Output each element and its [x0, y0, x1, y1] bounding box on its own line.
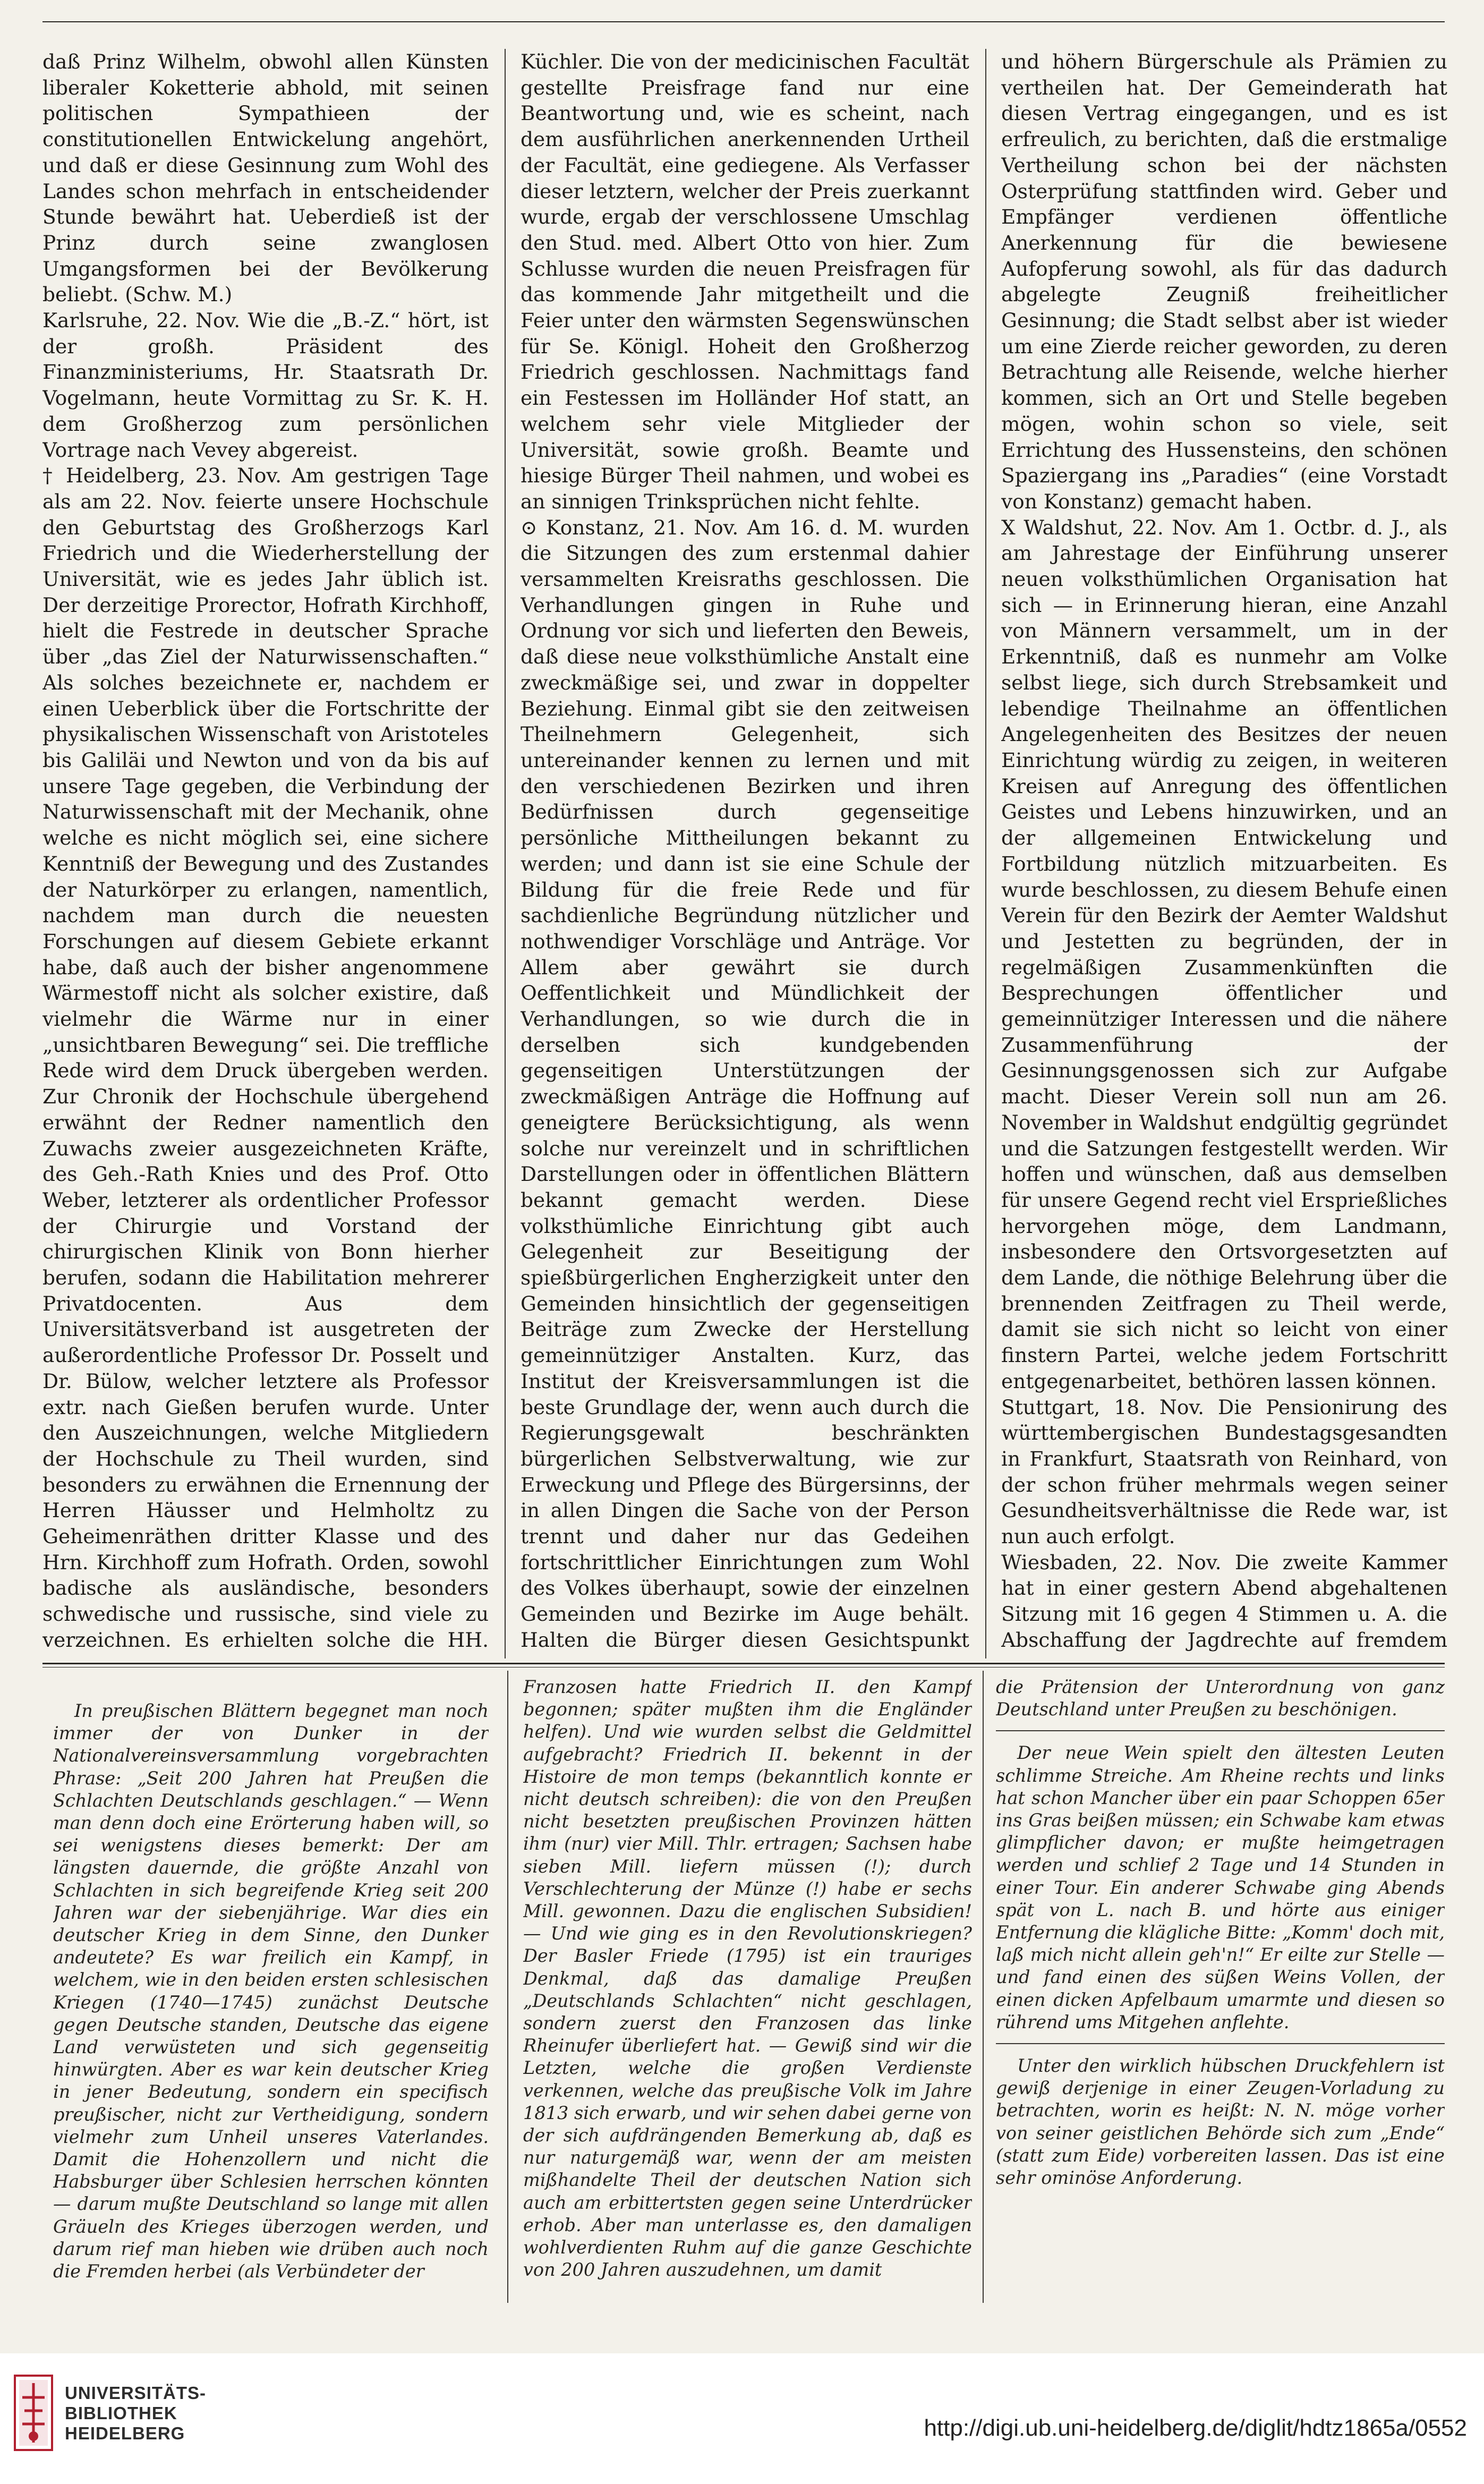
feuilleton-column-3	[996, 1676, 1445, 2303]
article-paragraph: daß Prinz Wilhelm, obwohl allen Künsten liberaler Koketterie abhold, mit seinen politischen Sympathieen der constitutionellen Entwickelung angehört, und daß er diese Gesinnung zum Wohl des Landes schon mehrfach in entscheidender Stunde bewährt hat. Ueberdieß ist der Prinz durch seine zwanglosen Umgangsformen bei der Bevölkerung beliebt. (Schw. M.)	[42, 50, 489, 307]
column-divider	[985, 49, 986, 1658]
feuilleton-paragraph: Der neue Wein spielt den ältesten Leuten schlimme Streiche. Am Rheine rechts und links hat schon Mancher über ein paar Schoppen 65er ins Gras beißen müssen; ein Schwabe kam etwas glimpflicher davon; er mußte heimgetragen werden und schlief 2 Tage und 14 Stunden in einer Tour. Ein anderer Schwabe ging Abends spät von L. nach B. und hörte aus einiger Entfernung die klägliche Bitte: „Komm' doch mit, laß mich nicht allein geh'n!“ Er eilte zur Stelle — und fand einen des süßen Weins Vollen, der einen dicken Apfelbaum umarmte und diesen so rührend ums Mitgehen anflehte.	[996, 1742, 1445, 2032]
article-paragraph: ⊙ Konstanz, 21. Nov. Am 16. d. M. wurden die Sitzungen des zum erstenmal dahier versammelten Kreisraths geschlossen. Die Verhandlungen gingen in Ruhe und Ordnung vor sich und lieferten den Beweis, daß diese neue volksthümliche Anstalt eine zweckmäßige sei, und zwar in doppelter Beziehung. Einmal gibt sie den zeitweisen Theilnehmern Gelegenheit, sich untereinander kennen zu lernen und mit den verschiedenen Bezirken und ihren Bedürfnissen durch gegenseitige persönliche Mittheilungen bekannt zu werden; und dann ist sie eine Schule der Bildung für die freie Rede und für sachdienliche Begründung nützlicher und nothwendiger Vorschläge und Anträge. Vor Allem aber gewährt sie durch Oeffentlichkeit und Mündlichkeit der Verhandlungen, so wie durch die in derselben sich kundgebenden gegenseitigen Unterstützungen der zweckmäßigen Anträge die Hoffnung auf geneigtere Berücksichtigung, als wenn solche nur vereinzelt und in schriftlichen Darstellungen oder in öffentlichen Blättern bekannt gemacht werden. Diese volksthümliche Einrichtung gibt auch Gelegenheit zur Beseitigung der spießbürgerlichen Engherzigkeit unter den Gemeinden hinsichtlich der gegenseitigen Beiträge zum Zwecke der Herstellung gemeinnütziger Anstalten. Kurz, das Institut der Kreisversammlungen ist die beste Grundlage der, wenn auch durch die Regierungsgewalt beschränkten bürgerlichen Selbstverwaltung, wie zur Erweckung und Pflege des Bürgersinns, der in allen Dingen die Sache von der Person trennt und daher nur das Gedeihen fortschrittlicher Einrichtungen zum Wohl des Volkes überhaupt, sowie der einzelnen Gemeinden und Bezirke im Auge behält. Halten die Bürger diesen Gesichtspunkt	[521, 515, 969, 1652]
column-divider	[983, 1671, 984, 2303]
article-paragraph: und höhern Bürgerschule als Prämien zu vertheilen hat. Der Gemeinderath hat diesen Vertrag eingegangen, und es ist erfreulich, zu berichten, daß die erstmalige Vertheilung schon bei der nächsten Osterprüfung stattfinden wird. Geber und Empfänger verdienen öffentliche Anerkennung für die bewiesene Aufopferung sowohl, als für das dadurch abgelegte Zeugniß freiheitlicher Gesinnung; die Stadt selbst aber ist wieder um eine Zierde reicher geworden, zu deren Betrachtung alle Reisende, welche hierher kommen, sich an Ort und Stelle begeben mögen, wohin schon so viele, seit Errichtung des Hussensteins, den schönen Spaziergang ins „Paradies“ (eine Vorstadt von Konstanz) gemacht haben.	[1001, 50, 1447, 513]
column-divider	[507, 1671, 508, 2303]
feuilleton-column-1	[53, 1700, 489, 2306]
feuilleton-divider	[42, 1663, 1445, 1664]
article-paragraph: Küchler. Die von der medicinischen Facultät gestellte Preisfrage fand nur eine Beantwortung und, wie es scheint, nach dem ausführlichen anerkennenden Urtheil der Facultät, eine gediegene. Als Verfasser dieser letztern, welcher der Preis zuerkannt wurde, ergab der verschlossene Umschlag den Stud. med. Albert Otto von hier. Zum Schlusse wurden die neuen Preisfragen für das kommende Jahr mitgetheilt und die Feier unter den wärmsten Segenswünschen für Se. Königl. Hoheit den Großherzog Friedrich geschlossen. Nachmittags fand ein Festessen im Holländer Hof statt, an welchem sehr viele Mitglieder der Universität, sowie großh. Beamte und hiesige Bürger Theil nahmen, und wobei es an sinnigen Trinksprüchen nicht fehlte.	[521, 50, 969, 513]
article-paragraph: Karlsruhe, 22. Nov. Wie die „B.-Z.“ hört, ist der großh. Präsident des Finanzministeriums, Hr. Staatsrath Dr. Vogelmann, heute Vormittag zu Sr. K. H. dem Großherzog zum persönlichen Vortrage nach Vevey abgereist.	[42, 309, 489, 462]
news-column-2	[521, 49, 969, 1653]
library-name-line: HEIDELBERG	[65, 2423, 185, 2443]
column-divider	[505, 49, 506, 1658]
library-name	[65, 2383, 206, 2444]
feuilleton-column-2	[523, 1676, 972, 2303]
library-name-line: UNIVERSITÄTS-	[65, 2383, 207, 2403]
article-paragraph: Stuttgart, 18. Nov. Die Pensionirung des württembergischen Bundestagsgesandten in Frankfurt, Staatsrath von Reinhard, von der schon früher mehrmals wegen seiner Gesundheitsverhältnisse die Rede war, ist nun auch erfolgt.	[1001, 1395, 1447, 1549]
feuilleton-paragraph: Franzosen hatte Friedrich II. den Kampf begonnen; später mußten ihm die Engländer helfen). Und wie wurden selbst die Geldmittel aufgebracht? Friedrich II. bekennt in der Histoire de mon temps (bekanntlich konnte er nicht deutsch schreiben): die von den Preußen nicht besetzten preußischen Provinzen hätten ihm (nur) vier Mill. Thlr. ertragen; Sachsen habe sieben Mill. liefern müssen (!); durch Verschlechterung der Münze (!) habe er sechs Mill. gewonnen. Dazu die englischen Subsidien! — Und wie ging es in den Revolutionskriegen? Der Basler Friede (1795) ist ein trauriges Denkmal, daß das damalige Preußen „Deutschlands Schlachten“ nicht geschlagen, sondern zuerst den Franzosen das linke Rheinufer überliefert hat. — Gewiß sind wir die Letzten, welche die großen Verdienste verkennen, welche das preußische Volk im Jahre 1813 sich erwarb, und wir sehen dabei gerne von der sich aufdrängenden Bemerkung ab, daß es nur naturgemäß war, wenn der am meisten mißhandelte Theil der deutschen Nation sich auch am erbittertsten gegen seine Unterdrücker erhob. Aber man unterlasse es, den damaligen wohlverdienten Ruhm auf die ganze Geschichte von 200 Jahren auszudehnen, um damit	[523, 1677, 972, 2281]
news-column-1	[42, 49, 489, 1653]
short-rule	[996, 1730, 1445, 1731]
news-column-3	[1001, 49, 1447, 1653]
top-rule	[42, 21, 1445, 22]
university-library-seal-icon	[12, 2374, 55, 2453]
article-paragraph: † Heidelberg, 23. Nov. Am gestrigen Tage als am 22. Nov. feierte unsere Hochschule den Geburtstag des Großherzogs Karl Friedrich und die Wiederherstellung der Universität, wie es jedes Jahr üblich ist. Der derzeitige Prorector, Hofrath Kirchhoff, hielt die Festrede in deutscher Sprache über „das Ziel der Naturwissenschaften.“ Als solches bezeichnete er, nachdem er einen Ueberblick über die Fortschritte der physikalischen Wissenschaft von Aristoteles bis Galiläi und Newton und von da bis auf unsere Tage gegeben, die Verbindung der Naturwissenschaft mit der Mechanik, ohne welche es nicht möglich sei, eine sichere Kenntniß der Bewegung und des Zustandes der Naturkörper zu erlangen, namentlich, nachdem man durch die neuesten Forschungen auf diesem Gebiete erkannt habe, daß auch der bisher angenommene Wärmestoff nicht als solcher existire, daß vielmehr die Wärme nur in einer „unsichtbaren Bewegung“ sei. Die treffliche Rede wird dem Druck übergeben werden. Zur Chronik der Hochschule übergehend erwähnt der Redner namentlich den Zuwachs zweier ausgezeichneten Kräfte, des Geh.-Rath Knies und des Prof. Otto Weber, letzterer als ordentlicher Professor der Chirurgie und Vorstand der chirurgischen Klinik von Bonn hierher berufen, sodann die Habilitation mehrerer Privatdocenten. Aus dem Universitätsverband ist ausgetreten der außerordentliche Professor Dr. Posselt und Dr. Bülow, welcher letztere als Professor extr. nach Gießen berufen wurde. Unter den Auszeichnungen, welche Mitgliedern der Hochschule zu Theil wurden, sind besonders zu erwähnen die Ernennung der Herren Häusser und Helmholtz zu Geheimenräthen dritter Klasse und des Hrn. Kirchhoff zum Hofrath. Orden, sowohl badische als ausländische, besonders schwedische und russische, sind viele zu verzeichnen. Es erhielten solche die HH.	[42, 464, 489, 1652]
feuilleton-paragraph: Unter den wirklich hübschen Druckfehlern ist gewiß derjenige in einer Zeugen-Vorladung zu betrachten, worin es heißt: N. N. möge vorher von seiner geistlichen Behörde sich zum „Ende“ (statt zum Eide) vorbereiten lassen. Das ist eine sehr ominöse Anforderung.	[996, 2055, 1445, 2189]
source-url-link[interactable]: http://digi.ub.uni-heidelberg.de/diglit/hdtz1865a/0552	[924, 2415, 1467, 2441]
library-name-line: BIBLIOTHEK	[65, 2403, 177, 2423]
short-rule	[996, 2043, 1445, 2044]
feuilleton-paragraph: In preußischen Blättern begegnet man noch immer der von Dunker in der Nationalvereinsversammlung vorgebrachten Phrase: „Seit 200 Jahren hat Preußen die Schlachten Deutschlands geschlagen.“ — Wenn man denn doch eine Erörterung haben will, so sei wenigstens dieses bemerkt: Der am längsten dauernde, die größte Anzahl von Schlachten in sich begreifende Krieg seit 200 Jahren war der siebenjährige. War dies ein deutscher Krieg in dem Sinne, den Dunker andeutete? Es war freilich ein Kampf, in welchem, wie in den beiden ersten schlesischen Kriegen (1740—1745) zunächst Deutsche gegen Deutsche standen, Deutsche das eigene Land verwüsteten und sich gegenseitig hinwürgten. Aber es war kein deutscher Krieg in jener Bedeutung, sondern ein specifisch preußischer, nicht zur Vertheidigung, sondern vielmehr zum Unheil unseres Vaterlandes. Damit die Hohenzollern und nicht die Habsburger über Schlesien herrschen könnten — darum mußte Deutschland so lange mit allen Gräueln des Krieges überzogen werden, und darum rief man hieben wie drüben auch noch die Fremden herbei (als Verbündeter der	[53, 1700, 489, 2282]
article-paragraph: X Waldshut, 22. Nov. Am 1. Octbr. d. J., als am Jahrestage der Einführung unserer neuen volksthümlichen Organisation hat sich — in Erinnerung hieran, eine Anzahl von Männern versammelt, um in der Erkenntniß, daß es nunmehr am Volke selbst liege, sich durch Strebsamkeit und lebendige Theilnahme an öffentlichen Angelegenheiten des Besitzes der neuen Einrichtung würdig zu zeigen, in weiteren Kreisen auf Anregung des öffentlichen Geistes und Lebens hinzuwirken, und an der allgemeinen Entwickelung und Fortbildung nützlich mitzuarbeiten. Es wurde beschlossen, zu diesem Behufe einen Verein für den Bezirk der Aemter Waldshut und Jestetten zu begründen, der in regelmäßigen Zusammenkünften die Besprechungen öffentlicher und gemeinnütziger Interessen und die nähere Zusammenführung der Gesinnungsgenossen sich zur Aufgabe macht. Dieser Verein soll nun am 26. November in Waldshut endgültig gegründet und die Satzungen festgestellt werden. Wir hoffen und wünschen, daß aus demselben für unsere Gegend recht viel Ersprießliches hervorgehen möge, dem Landmann, insbesondere den Ortsvorgesetzten auf dem Lande, die nöthige Belehrung über die brennenden Zeitfragen zu Theil werde, damit sie sich nicht so leicht von einer finstern Partei, welche jedem Fortschritt entgegenarbeitet, bethören lassen können.	[1001, 515, 1447, 1393]
feuilleton-paragraph: die Prätension der Unterordnung von ganz Deutschland unter Preußen zu beschönigen.	[996, 1677, 1445, 1720]
article-paragraph: Wiesbaden, 22. Nov. Die zweite Kammer hat in einer gestern Abend abgehaltenen Sitzung mit 16 gegen 4 Stimmen u. A. die Abschaffung der Jagdrechte auf fremdem	[1001, 1550, 1447, 1652]
feuilleton-divider-thin	[42, 1667, 1445, 1668]
